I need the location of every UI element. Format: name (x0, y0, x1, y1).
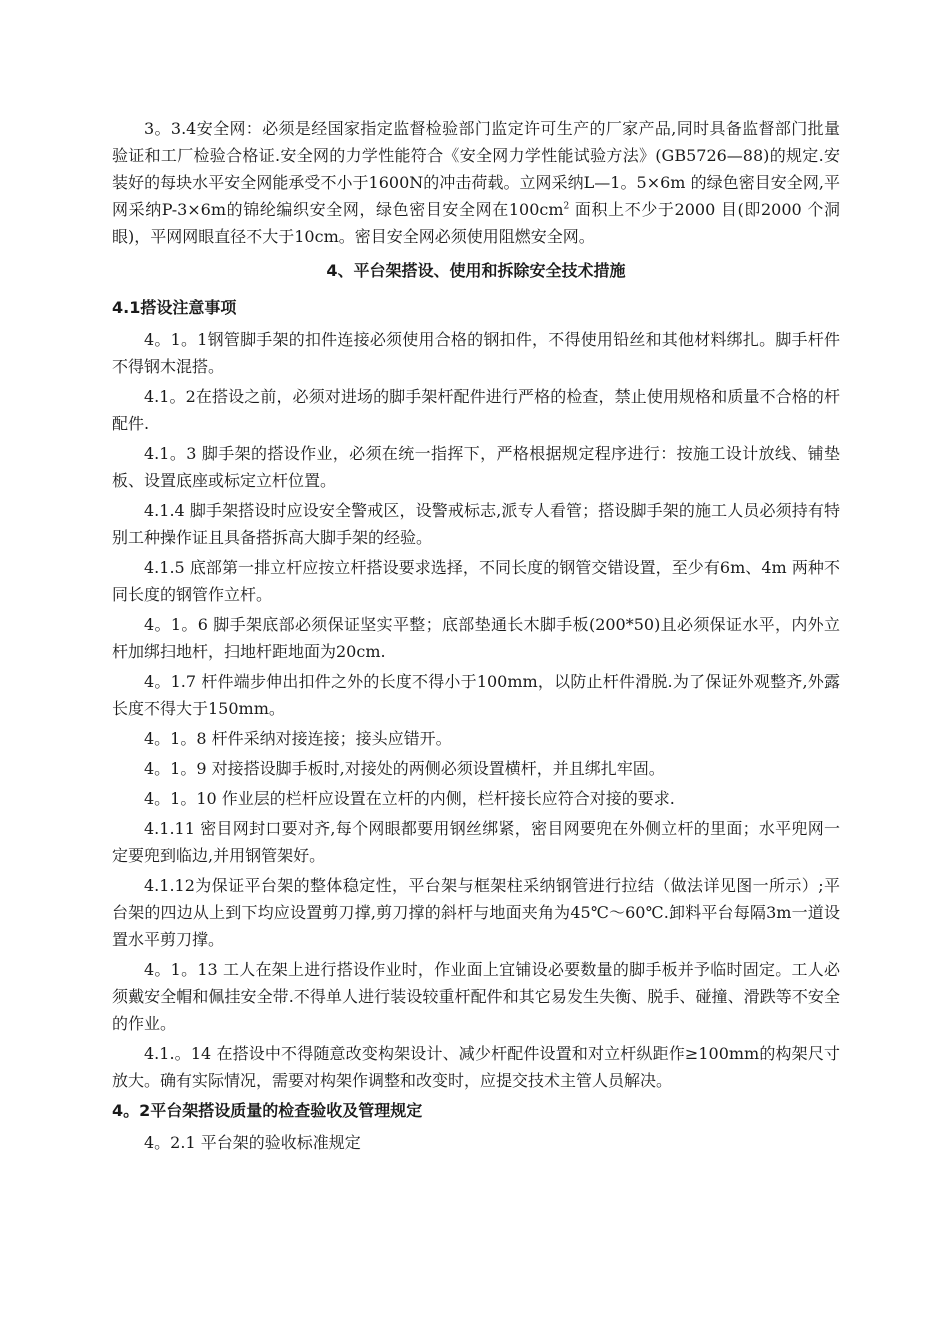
paragraph-4-1-13: 4。1。13 工人在架上进行搭设作业时，作业面上宜铺设必要数量的脚手板并予临时固定。工人必须戴安全帽和佩挂安全带.不得单人进行装设较重杆配件和其它易发生失衡、脱手、碰撞、滑跌等不安全的作业。 (112, 960, 840, 1033)
section-4-1-heading: 4.1搭设注意事项 (112, 298, 237, 317)
paragraph-4-1-11: 4.1.11 密目网封口要对齐,每个网眼都要用钢丝绑紧，密目网要兜在外侧立杆的里面；水平兜网一定要兜到临边,并用钢管架好。 (112, 819, 840, 865)
paragraph-4-1-4: 4.1.4 脚手架搭设时应设安全警戒区，设警戒标志,派专人看管；搭设脚手架的施工人员必须持有特别工种操作证且具备搭拆高大脚手架的经验。 (112, 501, 840, 547)
paragraph-4-1-14: 4.1.。14 在搭设中不得随意改变构架设计、减少杆配件设置和对立杆纵距作≥100mm的构架尺寸放大。确有实际情况，需要对构架作调整和改变时，应提交技术主管人员解决。 (112, 1044, 840, 1090)
paragraph-3-3-4-text-b: 面积上不少于2000 目(即2000 个洞眼)，平网网眼直径不大于10cm。密目安全网必须使用阻燃安全网。 (112, 200, 840, 246)
paragraph-3-3-4 (112, 115, 840, 250)
paragraph-3-3-4-text-a: 3。3.4安全网：必须是经国家指定监督检验部门监定许可生产的厂家产品,同时具备监督部门批量验证和工厂检验合格证.安全网的力学性能符合《安全网力学性能试验方法》(GB5726—88)的规定.安装好的每块水平安全网能承受不小于1600N的冲击荷载。立网采纳L—1。5×6m 的绿色密目安全网,平网采纳P-3×6m的锦纶编织安全网，绿色密目安全网在100cm (112, 119, 840, 219)
paragraph-4-1-12: 4.1.12为保证平台架的整体稳定性，平台架与框架柱采纳钢管进行拉结（做法详见图一所示）;平台架的四边从上到下均应设置剪刀撑,剪刀撑的斜杆与地面夹角为45℃～60℃.卸料平台每隔3m一道设置水平剪刀撑。 (112, 876, 840, 949)
document-page (112, 115, 840, 1159)
paragraph-4-1-7: 4。1.7 杆件端步伸出扣件之外的长度不得小于100mm，以防止杆件滑脱.为了保证外观整齐,外露长度不得大于150mm。 (112, 672, 840, 718)
paragraph-4-2-1: 4。2.1 平台架的验收标准规定 (144, 1133, 361, 1152)
paragraph-4-1-2: 4.1。2在搭设之前，必须对进场的脚手架杆配件进行严格的检查，禁止使用规格和质量不合格的杆配件. (112, 387, 840, 433)
paragraph-4-1-3: 4.1。3 脚手架的搭设作业，必须在统一指挥下，严格根据规定程序进行：按施工设计放线、铺垫板、设置底座或标定立杆位置。 (112, 444, 840, 490)
paragraph-4-1-1: 4。1。1钢管脚手架的扣件连接必须使用合格的钢扣件，不得使用铅丝和其他材料绑扎。脚手杆件不得钢木混搭。 (112, 330, 840, 376)
paragraph-4-1-9: 4。1。9 对接搭设脚手板时,对接处的两侧必须设置横杆，并且绑扎牢固。 (144, 759, 665, 778)
section-4-2-heading: 4。2平台架搭设质量的检查验收及管理规定 (112, 1101, 423, 1120)
paragraph-4-1-5: 4.1.5 底部第一排立杆应按立杆搭设要求选择，不同长度的钢管交错设置，至少有6m、4m 两种不同长度的钢管作立杆。 (112, 558, 840, 604)
paragraph-4-1-8: 4。1。8 杆件采纳对接连接；接头应错开。 (144, 729, 452, 748)
paragraph-4-1-10: 4。1。10 作业层的栏杆应设置在立杆的内侧，栏杆接长应符合对接的要求. (144, 789, 675, 808)
section-4-heading: 4、平台架搭设、使用和拆除安全技术措施 (326, 261, 626, 280)
paragraph-4-1-6: 4。1。6 脚手架底部必须保证坚实平整；底部垫通长木脚手板(200*50)且必须保证水平，内外立杆加绑扫地杆，扫地杆距地面为20cm. (112, 615, 840, 661)
superscript-2: 2 (563, 201, 570, 212)
